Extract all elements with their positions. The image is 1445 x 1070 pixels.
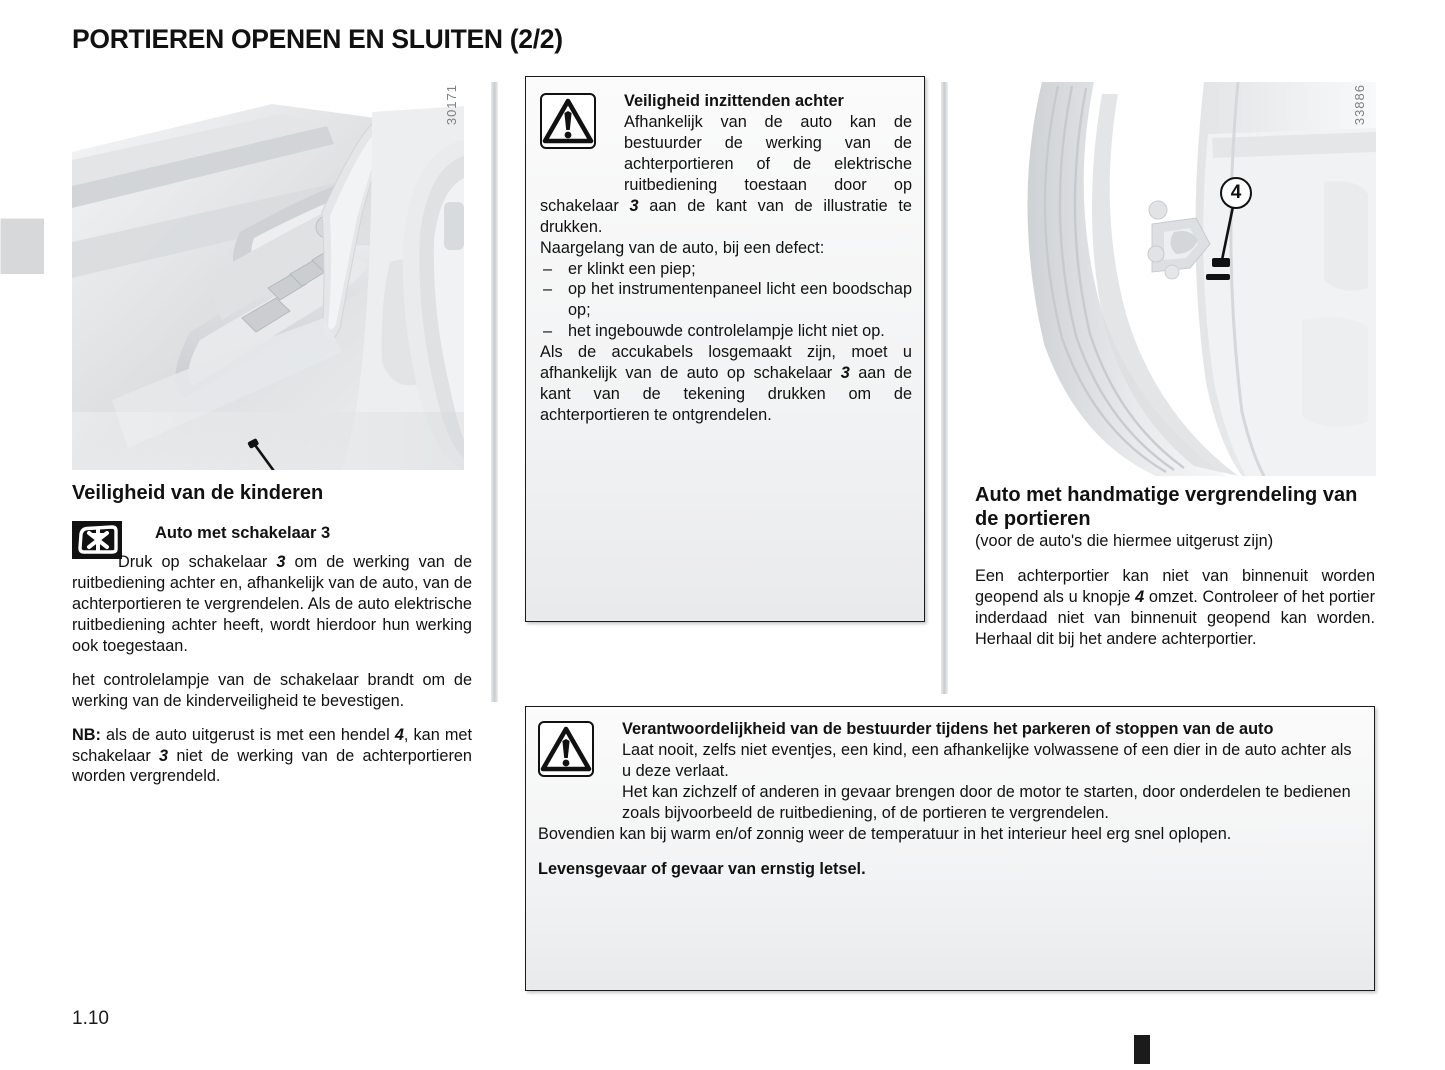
nb-text: als de auto uitgerust is met een hendel 4, kan met schakelaar 3 niet de werking van de achterportieren worden vergrendeld.	[72, 725, 472, 786]
warning-bottom-paragraph-4: Levensgevaar of gevaar van ernstig letsel.	[538, 859, 866, 878]
figure-code-right: 33886	[1352, 84, 1367, 126]
figure-callout-4: 4	[1220, 177, 1252, 209]
left-paragraph-2: het controlelampje van de schakelaar brandt om de werking van de kinderveiligheid te bevestigen.	[72, 670, 472, 710]
warning-top-list	[540, 259, 912, 343]
list-bullet: –	[543, 259, 553, 278]
warning-top-paragraph-2: Naargelang van de auto, bij een defect:	[540, 238, 825, 257]
left-paragraph-1: Druk op schakelaar 3 om de werking van de ruitbediening achter en, afhankelijk van de auto, van de achterportieren te vergrendelen. Als de auto elektrische ruitbediening achter heeft, wordt hierdoor hun werking ook toegestaan.	[72, 553, 472, 655]
nb-label: NB:	[72, 725, 101, 744]
right-paragraph-1: Een achterportier kan niet van binnenuit worden geopend als u knopje 4 omzet. Controleer of het portier inderdaad niet van binnenuit geopend kan worden. Herhaal dit bij het andere achterportier.	[975, 567, 1375, 648]
warning-bottom-paragraph-3: Bovendien kan bij warm en/of zonnig weer de temperatuur in het interieur heel erg snel oplopen.	[538, 824, 1232, 843]
list-bullet: –	[543, 322, 553, 341]
figure-door-edge	[1006, 82, 1376, 476]
warning-box-driver-responsibility	[525, 706, 1375, 991]
warning-top-paragraph-1: Afhankelijk van de auto kan de bestuurder de werking van de achterportieren of de elektrische ruitbediening toestaan door op schakelaar 3 aan de kant van de illustratie te drukken.	[540, 112, 912, 236]
page-number: 1.10	[72, 1008, 109, 1029]
left-paragraph-3	[72, 725, 472, 788]
column-divider-left	[491, 82, 498, 702]
warning-bottom-title: Verantwoordelijkheid van de bestuurder tijdens het parkeren of stoppen van de auto	[622, 720, 1274, 738]
manual-lock-heading: Auto met handmatige vergrendeling van de portieren	[975, 484, 1358, 530]
icon-float-spacer	[538, 719, 622, 807]
list-item-text: op het instrumentenpaneel licht een boodschap op;	[568, 280, 912, 320]
left-subheading-wrap	[155, 524, 473, 546]
child-safety-heading: Veiligheid van de kinderen	[72, 482, 324, 504]
page-title: PORTIEREN OPENEN EN SLUITEN (2/2)	[72, 24, 563, 54]
section-bottom-marker	[1134, 1035, 1150, 1064]
list-item	[540, 259, 912, 280]
warning-bottom-paragraph-2: Het kan zichzelf of anderen in gevaar brengen door de motor te starten, door onderdelen te bedienen zoals bijvoorbeeld de ruitbediening, of de portieren te vergrendelen.	[622, 782, 1351, 822]
left-column-body	[72, 552, 472, 787]
list-item	[540, 321, 912, 342]
list-item-text: er klinkt een piep;	[568, 259, 696, 278]
column-divider-right	[941, 82, 948, 694]
warning-top-flow	[540, 91, 912, 426]
switch-subheading: Auto met schakelaar 3	[155, 524, 331, 542]
section-edge-tab	[0, 218, 44, 274]
warning-top-paragraph-3: Als de accukabels losgemaakt zijn, moet u afhankelijk van de auto op schakelaar 3 aan de kant van de tekening drukken om de achterportieren te ontgrendelen.	[540, 343, 912, 425]
left-column	[72, 482, 472, 512]
list-item-text: het ingebouwde controlelampje licht niet op.	[568, 322, 885, 341]
list-item	[540, 279, 912, 321]
figure-code-left: 30171	[444, 84, 459, 126]
figure-door-edge-drawing	[1006, 82, 1376, 476]
warning-box-rear-occupants	[525, 76, 925, 622]
warning-top-flow-title: Veiligheid inzittenden achter	[624, 92, 844, 110]
icon-float-spacer	[540, 91, 624, 177]
warning-bottom-flow	[538, 719, 1364, 880]
list-bullet: –	[543, 280, 553, 299]
warning-bottom-paragraph-1: Laat nooit, zelfs niet eventjes, een kind, een afhankelijke volwassene of een dier in de auto achter als u deze verlaat.	[622, 740, 1352, 780]
figure-door-panel-drawing	[72, 82, 464, 470]
right-column	[975, 484, 1375, 650]
manual-lock-subnote: (voor de auto's die hiermee uitgerust zijn)	[975, 532, 1274, 551]
figure-door-panel	[72, 82, 464, 470]
